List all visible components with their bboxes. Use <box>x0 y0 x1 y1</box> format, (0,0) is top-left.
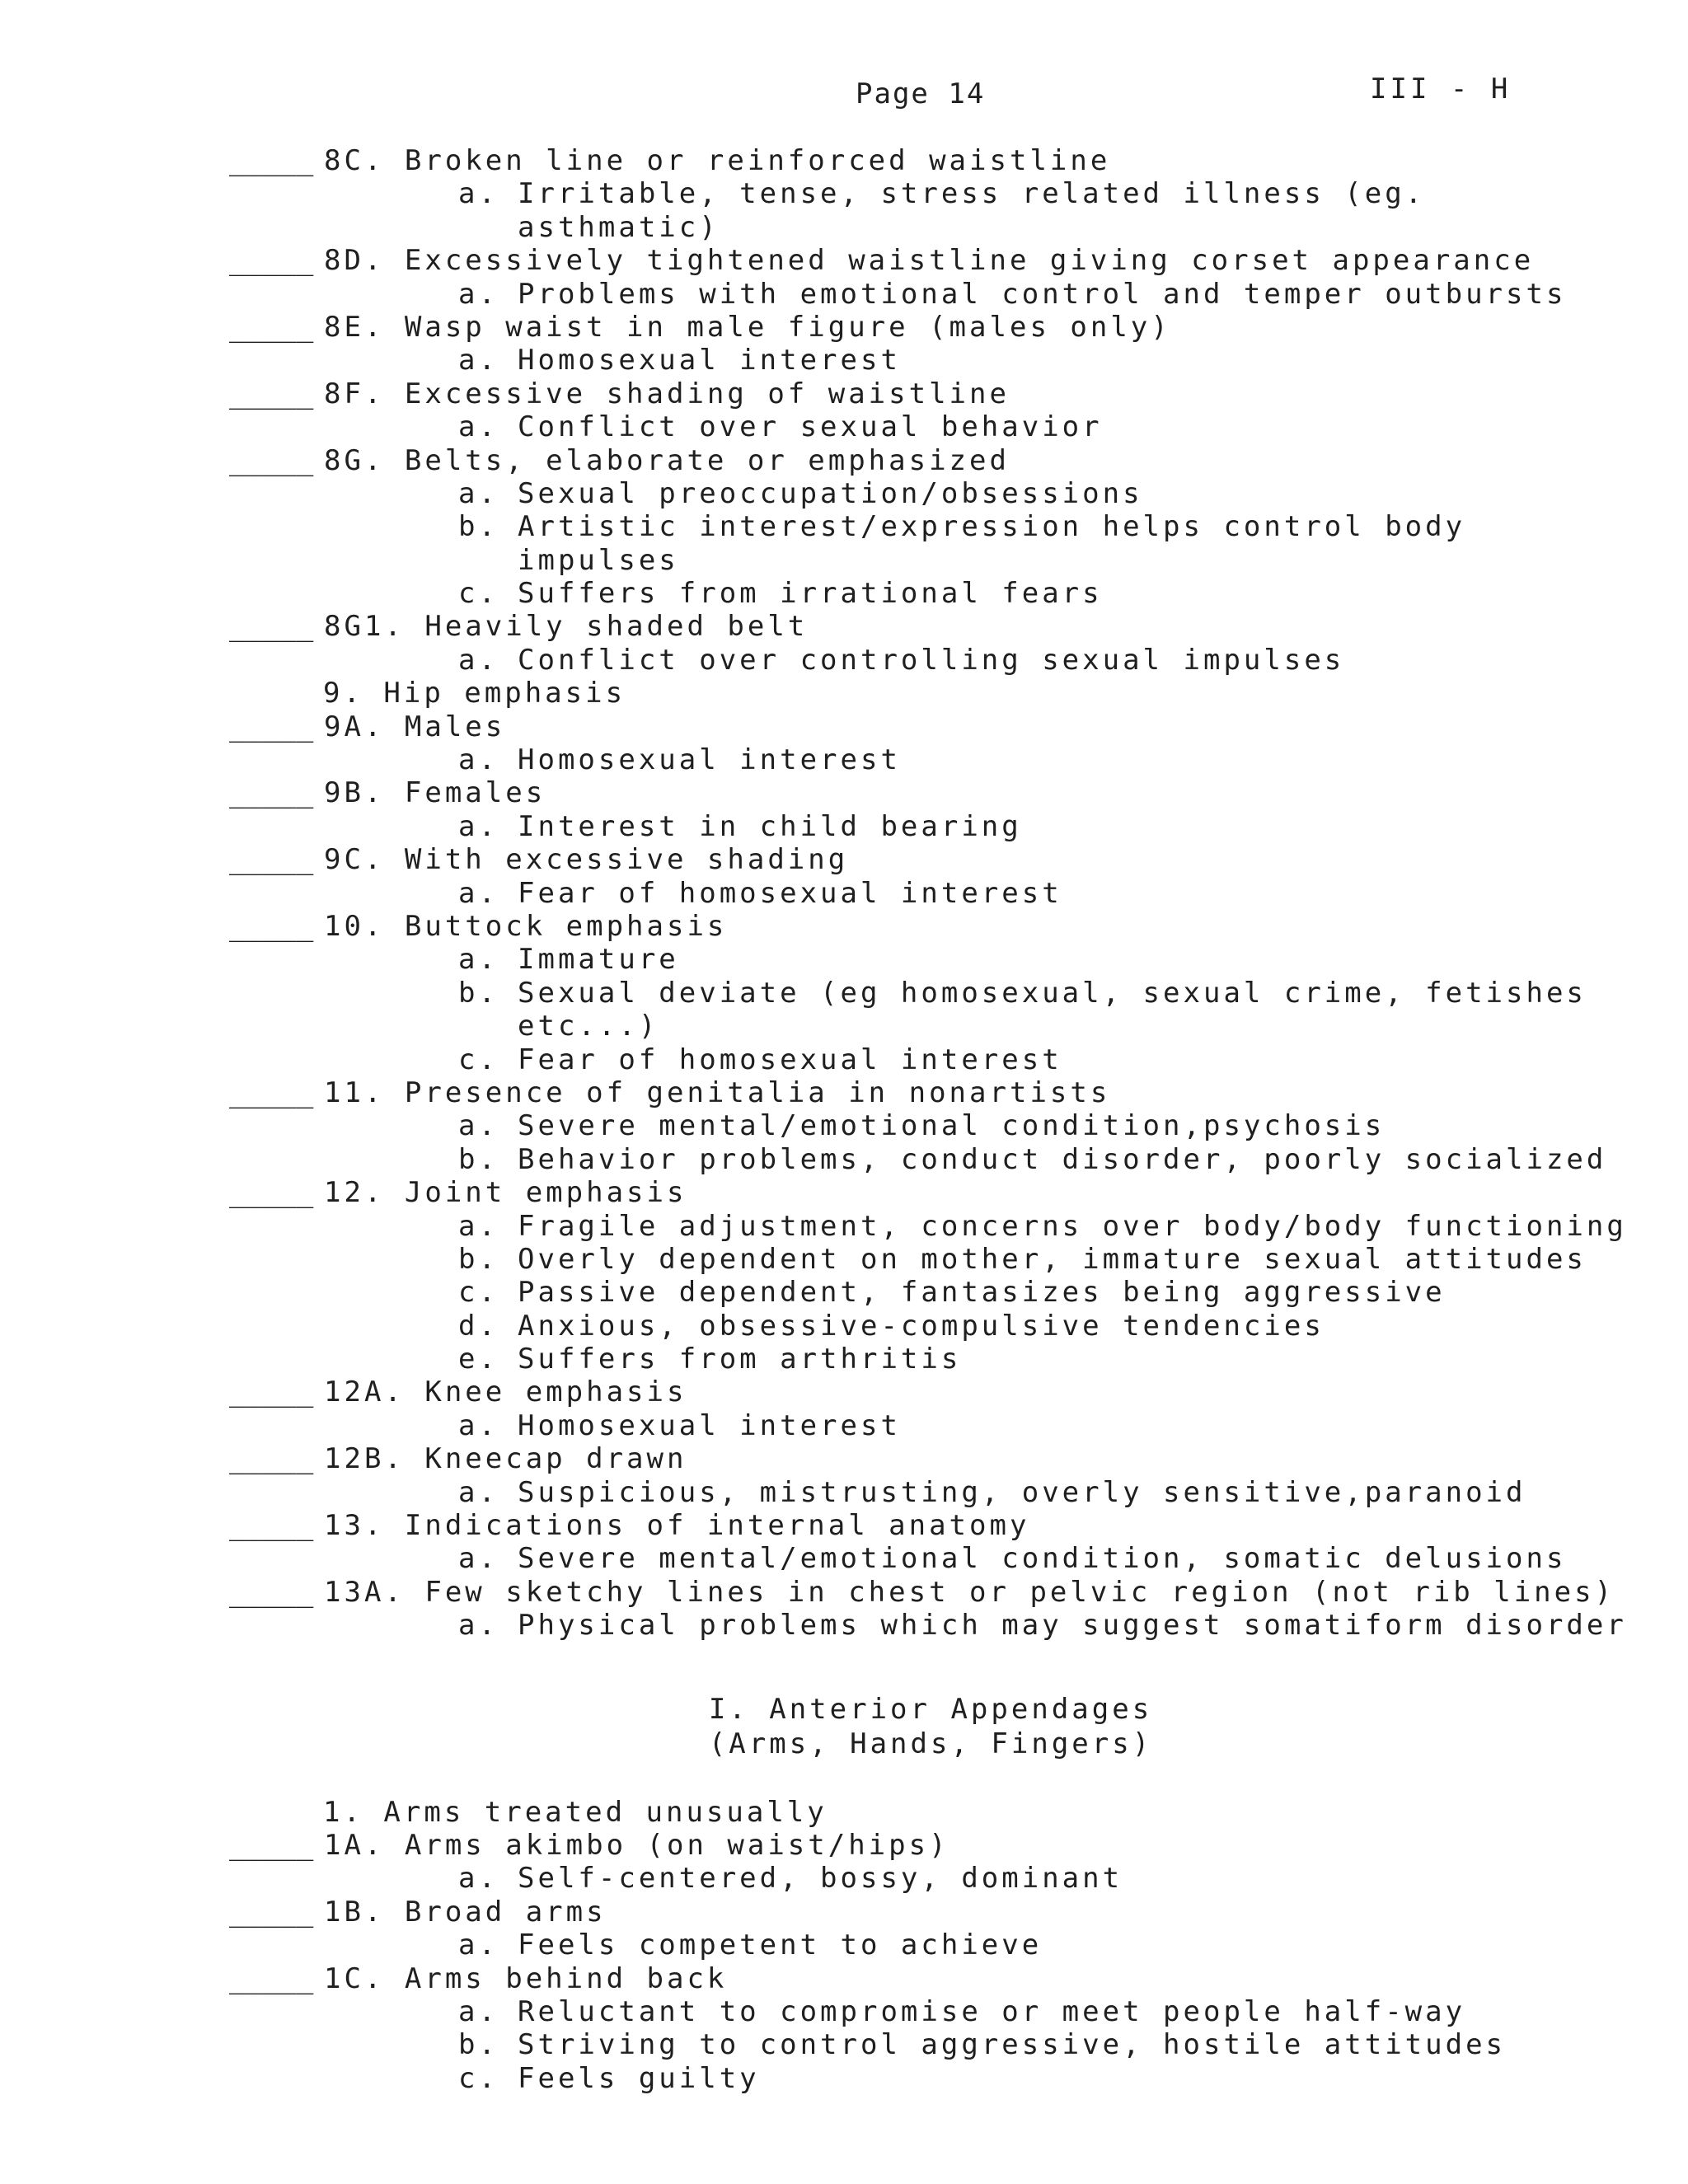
item-text: 13. Indications of internal anatomy <box>324 1509 1030 1543</box>
sub-item-text: Behavior problems, conduct disorder, poorly socialized <box>518 1142 1607 1176</box>
sub-item-letter: b. <box>458 976 499 1010</box>
checklist-item <box>0 1376 1688 1408</box>
checkbox-blank[interactable]: _____ <box>229 1076 314 1109</box>
sub-item <box>0 2028 1688 2061</box>
sub-item <box>0 1609 1688 1642</box>
checkbox-blank[interactable]: _____ <box>229 1575 314 1609</box>
item-text: 11. Presence of genitalia in nonartists <box>324 1076 1111 1109</box>
sub-item <box>0 477 1688 510</box>
sub-item-text: Severe mental/emotional condition,psychosis <box>518 1109 1386 1143</box>
item-text: 9A. Males <box>324 710 506 743</box>
sub-item <box>0 1210 1688 1243</box>
checklist-item <box>0 1076 1688 1109</box>
sub-item-text: Conflict over controlling sexual impulses <box>518 643 1345 677</box>
category-heading-text: 9. Hip emphasis <box>323 677 626 710</box>
checkbox-blank[interactable]: _____ <box>229 377 314 410</box>
item-text: 8E. Wasp waist in male figure (males only) <box>324 310 1171 344</box>
checkbox-blank[interactable]: _____ <box>229 310 314 344</box>
checklist-item <box>0 843 1688 876</box>
checklist-item <box>0 1509 1688 1542</box>
item-text: 12A. Knee emphasis <box>324 1376 687 1409</box>
sub-item-letter: a. <box>458 277 499 311</box>
sub-item-text: Overly dependent on mother, immature sexual attitudes <box>518 1242 1587 1276</box>
checklist-item <box>0 610 1688 643</box>
sub-item-letter: a. <box>458 943 499 977</box>
sub-item-letter: a. <box>458 809 499 843</box>
sub-item-letter: a. <box>458 1609 499 1643</box>
sub-item-text: Fear of homosexual interest <box>518 876 1062 910</box>
sub-item-text: Striving to control aggressive, hostile attitudes <box>518 2028 1507 2062</box>
checklist-item <box>0 144 1688 177</box>
section-subtitle: (Arms, Hands, Fingers) <box>708 1727 1153 1760</box>
sub-item <box>0 2062 1688 2095</box>
sub-item-letter: a. <box>458 1209 499 1243</box>
sub-item-text: Anxious, obsessive-compulsive tendencies <box>518 1309 1325 1343</box>
sub-item-text: Irritable, tense, stress related illness (eg. <box>518 177 1426 211</box>
checkbox-blank[interactable]: _____ <box>229 443 314 477</box>
checklist-item <box>0 1896 1688 1929</box>
sub-item <box>0 1143 1688 1176</box>
sub-item-text: Fragile adjustment, concerns over body/body functioning <box>518 1209 1627 1243</box>
sub-item <box>0 877 1688 910</box>
sub-item <box>0 211 1688 244</box>
sub-item-text: Homosexual interest <box>518 1408 901 1442</box>
item-text: 13A. Few sketchy lines in chest or pelvic region (not rib lines) <box>324 1575 1615 1609</box>
sub-item <box>0 810 1688 843</box>
sub-item-letter: b. <box>458 1142 499 1176</box>
sub-item-text: Problems with emotional control and temper outbursts <box>518 277 1567 311</box>
sub-item <box>0 1310 1688 1343</box>
section-code: III - H <box>1370 73 1512 105</box>
document-body <box>0 144 1688 2095</box>
sub-item-text: asthmatic) <box>518 210 720 244</box>
checkbox-blank[interactable]: _____ <box>229 144 314 177</box>
checkbox-blank[interactable]: _____ <box>229 244 314 278</box>
sub-item-letter: a. <box>458 1408 499 1442</box>
sub-item-letter: c. <box>458 2061 499 2095</box>
sub-item-letter: b. <box>458 2028 499 2062</box>
item-text: 8D. Excessively tightened waistline giving corset appearance <box>324 244 1535 278</box>
sub-item-text: Suspicious, mistrusting, overly sensitive,paranoid <box>518 1475 1526 1509</box>
sub-item-letter: a. <box>458 1929 499 1962</box>
sub-item <box>0 1343 1688 1376</box>
checkbox-blank[interactable]: _____ <box>229 776 314 810</box>
item-text: 1C. Arms behind back <box>324 1961 728 1995</box>
checkbox-blank[interactable]: _____ <box>229 1895 314 1929</box>
sub-item-letter: c. <box>458 1043 499 1076</box>
sub-item-text: Sexual deviate (eg homosexual, sexual crime, fetishes <box>518 976 1587 1010</box>
checkbox-blank[interactable]: _____ <box>229 1176 314 1210</box>
sub-item-text: Passive dependent, fantasizes being aggressive <box>518 1276 1446 1310</box>
item-text: 9B. Females <box>324 776 546 810</box>
checkbox-blank[interactable]: _____ <box>229 610 314 644</box>
checkbox-blank[interactable]: _____ <box>229 710 314 743</box>
item-text: 1A. Arms akimbo (on waist/hips) <box>324 1828 950 1862</box>
sub-item <box>0 943 1688 976</box>
item-text: 8C. Broken line or reinforced waistline <box>324 144 1111 177</box>
sub-item <box>0 1109 1688 1142</box>
sub-item <box>0 1243 1688 1276</box>
sub-item <box>0 644 1688 677</box>
item-text: 10. Buttock emphasis <box>324 909 728 943</box>
sub-item-letter: a. <box>458 344 499 377</box>
sub-item-text: Sexual preoccupation/obsessions <box>518 476 1143 510</box>
sub-item <box>0 410 1688 443</box>
sub-item <box>0 1043 1688 1076</box>
sub-item <box>0 1542 1688 1575</box>
checkbox-blank[interactable]: _____ <box>229 1509 314 1543</box>
sub-item-letter: a. <box>458 476 499 510</box>
item-text: 12. Joint emphasis <box>324 1176 687 1210</box>
sub-item-text: Suffers from irrational fears <box>518 577 1103 611</box>
item-text: 8G1. Heavily shaded belt <box>324 610 809 644</box>
checklist-item <box>0 377 1688 410</box>
sub-item-letter: a. <box>458 1994 499 2028</box>
sub-item-text: Physical problems which may suggest somatiform disorder <box>518 1609 1627 1643</box>
sub-item <box>0 1276 1688 1309</box>
sub-item-letter: d. <box>458 1309 499 1343</box>
sub-item-letter: a. <box>458 1109 499 1143</box>
sub-item <box>0 1929 1688 1961</box>
sub-item-letter: a. <box>458 177 499 211</box>
checklist-item <box>0 311 1688 344</box>
item-list <box>0 1829 1688 2095</box>
item-list <box>0 144 1688 677</box>
sub-item-letter: c. <box>458 577 499 611</box>
checkbox-blank[interactable]: _____ <box>229 909 314 943</box>
item-text: 8G. Belts, elaborate or emphasized <box>324 443 1010 477</box>
sub-item-text: Interest in child bearing <box>518 809 1022 843</box>
sub-item-text: Reluctant to compromise or meet people half-way <box>518 1994 1466 2028</box>
sub-item <box>0 177 1688 210</box>
sub-item-text: Conflict over sexual behavior <box>518 410 1103 444</box>
sub-item <box>0 1995 1688 2028</box>
item-text: 1B. Broad arms <box>324 1895 607 1929</box>
item-text: 12B. Kneecap drawn <box>324 1442 687 1476</box>
category-heading <box>0 677 1688 710</box>
checkbox-blank[interactable]: _____ <box>229 1828 314 1862</box>
sub-item <box>0 544 1688 577</box>
sub-item-text: Suffers from arthritis <box>518 1343 962 1376</box>
sub-item-letter: a. <box>458 1542 499 1576</box>
checklist-item <box>0 776 1688 809</box>
checkbox-blank[interactable]: _____ <box>229 1961 314 1995</box>
sub-item <box>0 743 1688 776</box>
sub-item-text: Artistic interest/expression helps control body <box>518 510 1466 544</box>
item-text: 9C. With excessive shading <box>324 843 849 877</box>
sub-item-text: impulses <box>518 543 679 577</box>
sub-item-text: Feels competent to achieve <box>518 1929 1043 1962</box>
checklist-item <box>0 444 1688 477</box>
sub-item-letter: a. <box>458 410 499 444</box>
sub-item-text: Feels guilty <box>518 2061 760 2095</box>
sub-item-letter: b. <box>458 510 499 544</box>
checklist-item <box>0 1176 1688 1209</box>
sub-item <box>0 510 1688 543</box>
sub-item <box>0 1409 1688 1442</box>
checklist-item <box>0 244 1688 277</box>
sub-item-letter: e. <box>458 1343 499 1376</box>
sub-item-letter: a. <box>458 1862 499 1896</box>
checklist-item <box>0 1962 1688 1995</box>
checklist-item <box>0 1576 1688 1609</box>
sub-item-text: etc...) <box>518 1010 659 1043</box>
sub-item <box>0 977 1688 1010</box>
sub-item-letter: c. <box>458 1276 499 1310</box>
sub-item <box>0 1476 1688 1509</box>
sub-item-letter: a. <box>458 1475 499 1509</box>
section-title: I. Anterior Appendages <box>708 1692 1153 1726</box>
category-heading <box>0 1796 1688 1829</box>
sub-item <box>0 1010 1688 1043</box>
sub-item-text: Severe mental/emotional condition, somatic delusions <box>518 1542 1567 1576</box>
sub-item <box>0 577 1688 610</box>
sub-item-text: Immature <box>518 943 679 977</box>
sub-item <box>0 1862 1688 1895</box>
sub-item-letter: a. <box>458 743 499 777</box>
sub-item-text: Homosexual interest <box>518 743 901 777</box>
checkbox-blank[interactable]: _____ <box>229 1442 314 1476</box>
sub-item-letter: a. <box>458 643 499 677</box>
checklist-item <box>0 710 1688 743</box>
checkbox-blank[interactable]: _____ <box>229 843 314 877</box>
sub-item <box>0 278 1688 311</box>
sub-item-text: Homosexual interest <box>518 344 901 377</box>
sub-item-text: Fear of homosexual interest <box>518 1043 1062 1076</box>
checkbox-blank[interactable]: _____ <box>229 1376 314 1409</box>
page-number: Page 14 <box>856 77 986 110</box>
sub-item-letter: b. <box>458 1242 499 1276</box>
checklist-item <box>0 1442 1688 1475</box>
sub-item <box>0 344 1688 377</box>
checklist-item <box>0 910 1688 943</box>
sub-item-text: Self-centered, bossy, dominant <box>518 1862 1123 1896</box>
checklist-item <box>0 1829 1688 1862</box>
sub-item-letter: a. <box>458 876 499 910</box>
item-list <box>0 710 1688 1643</box>
item-text: 8F. Excessive shading of waistline <box>324 377 1010 410</box>
category-heading-text: 1. Arms treated unusually <box>323 1795 828 1829</box>
